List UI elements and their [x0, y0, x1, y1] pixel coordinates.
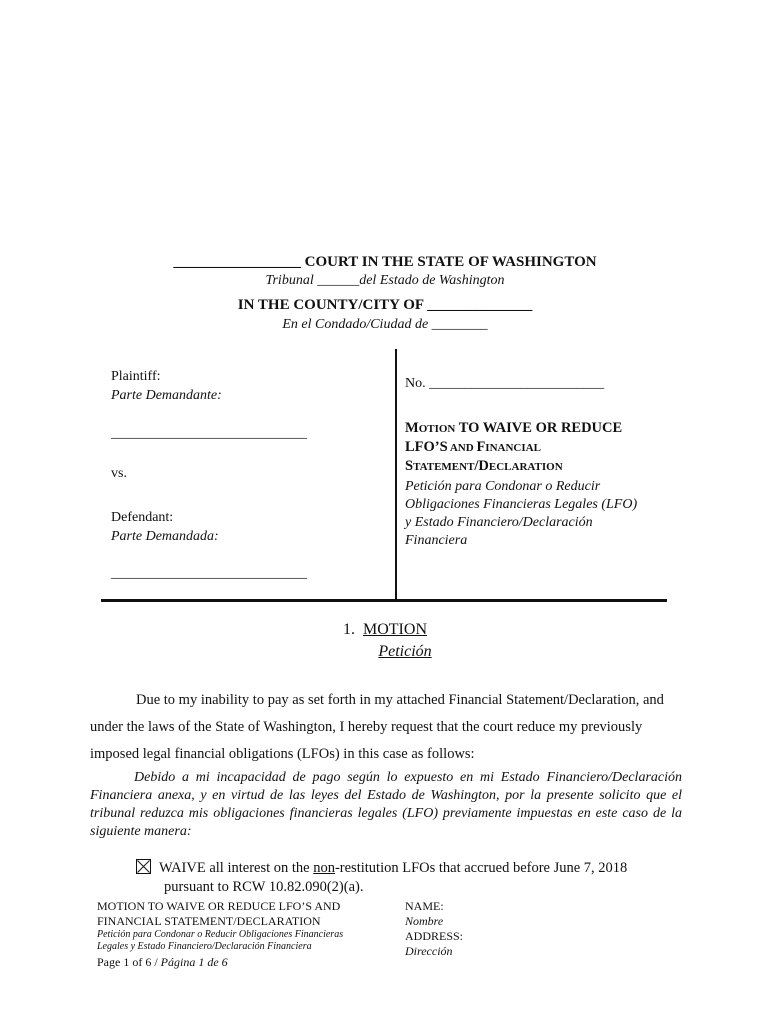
case-number-field[interactable]: No. _________________________	[405, 376, 605, 391]
waive-interest-text-cont: -restitution LFOs that accrued before June 7, 2018	[334, 860, 628, 876]
document-title-es-line-4: Financiera	[405, 533, 468, 548]
waive-interest-text-underlined: non	[313, 860, 335, 876]
defendant-label-es: Parte Demandada:	[111, 529, 219, 544]
versus-label: vs.	[111, 466, 127, 481]
section-title: MOTION	[363, 621, 427, 638]
caption-bottom-rule	[101, 599, 667, 602]
section-title-es: Petición	[378, 643, 432, 660]
document-title	[405, 419, 622, 476]
motion-paragraph-line-2: under the laws of the State of Washington, I hereby request that the court reduce my previously	[90, 719, 643, 735]
motion-paragraph-line-3: imposed legal financial obligations (LFOs) in this case as follows:	[90, 746, 475, 762]
caption-divider	[395, 349, 397, 602]
footer-title-es-line-1: Petición para Condonar o Reducir Obligaciones Financieras	[97, 929, 344, 940]
document-title-line-3: STATEMENT/DECLARATION	[405, 458, 563, 474]
document-title-es-line-1: Petición para Condonar o Reducir	[405, 479, 601, 494]
section-number: 1.	[343, 621, 355, 638]
plaintiff-name-blank[interactable]: ____________________________	[111, 426, 307, 441]
plaintiff-label: Plaintiff:	[111, 369, 161, 384]
document-title-es	[405, 478, 637, 550]
footer-title-es-line-2: Legales y Estado Financiero/Declaración Financiera	[97, 941, 312, 952]
footer-title-line-2: FINANCIAL STATEMENT/DECLARATION	[97, 914, 321, 928]
motion-paragraph-es: Debido a mi incapacidad de pago según lo expuesto en mi Estado Financiero/Declaración Financiera anexa, y en virtud de las leyes del Estado de Washington, por la presente solicito que el tribunal reduzca mis obligaciones financieras legales (LFO) previamente impuestas en este caso de la siguiente manera:	[90, 770, 682, 839]
waive-interest-citation: pursuant to RCW 10.82.090(2)(a).	[164, 879, 364, 895]
footer-form-title	[97, 899, 343, 970]
court-heading-es: Tribunal ______del Estado de Washington	[265, 273, 505, 288]
defendant-label: Defendant:	[111, 510, 174, 525]
footer-name-label-es: Nombre	[405, 914, 444, 928]
footer-title-line-1: MOTION TO WAIVE OR REDUCE LFO’S AND	[97, 899, 341, 913]
motion-paragraph-line-1: Due to my inability to pay as set forth in my attached Financial Statement/Declaration, and	[136, 692, 664, 708]
document-title-es-line-3: y Estado Financiero/Declaración	[405, 515, 593, 530]
plaintiff-label-es: Parte Demandante:	[111, 388, 222, 403]
footer-address-label: ADDRESS:	[405, 929, 464, 943]
waive-interest-text: WAIVE all interest on the	[159, 860, 314, 876]
footer-address-label-es: Dirección	[405, 944, 453, 958]
footer-name-label: NAME:	[405, 899, 444, 913]
page-number: Page 1 of 6 / Página 1 de 6	[97, 955, 228, 969]
waive-interest-checkbox[interactable]	[136, 859, 151, 874]
court-heading: _________________ COURT IN THE STATE OF WASHINGTON	[173, 254, 597, 270]
motion-paragraph	[90, 687, 682, 768]
waive-interest-option	[136, 859, 627, 897]
document-title-line-2: LFO’S AND FINANCIAL	[405, 439, 541, 455]
document-title-es-line-2: Obligaciones Financieras Legales (LFO)	[405, 497, 638, 512]
section-heading-es	[0, 643, 770, 661]
county-heading-es: En el Condado/Ciudad de ________	[282, 317, 488, 332]
county-heading: IN THE COUNTY/CITY OF ______________	[237, 297, 533, 313]
document-title-line-1: MOTION TO WAIVE OR REDUCE	[405, 420, 623, 436]
defendant-name-blank[interactable]: ____________________________	[111, 566, 307, 581]
footer-contact	[405, 899, 463, 959]
section-heading	[0, 621, 770, 639]
